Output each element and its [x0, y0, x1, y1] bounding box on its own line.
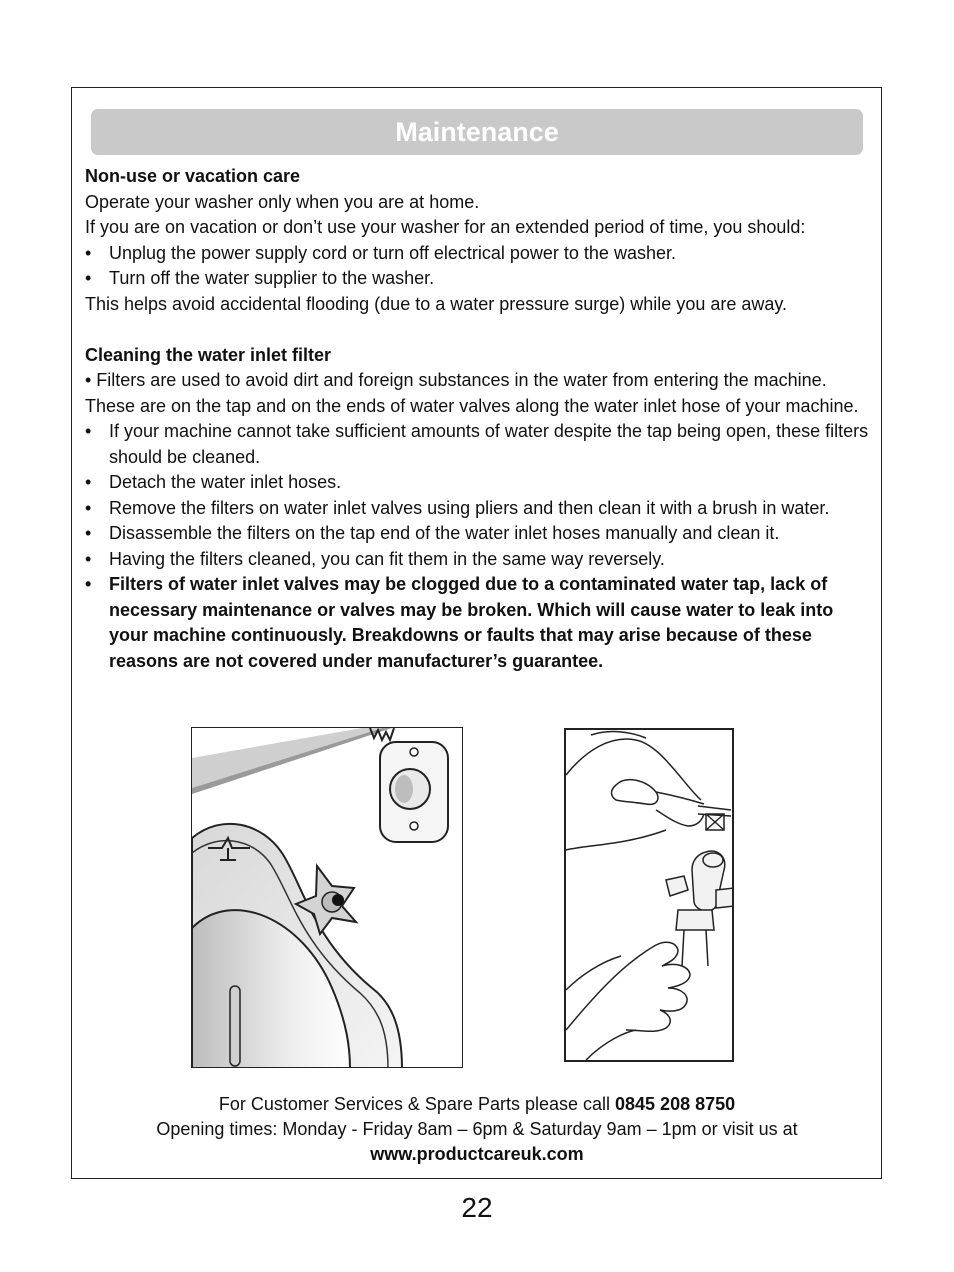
footer [72, 1092, 882, 1167]
list-item: • Unplug the power supply cord or turn off electrical power to the washer. [85, 242, 676, 263]
list-item: • Turn off the water supplier to the washer. [85, 268, 435, 288]
list-item: • Remove the filters on water inlet valves using pliers and then clean it with a brush in water. [85, 497, 830, 518]
vacation-closing: This helps avoid accidental flooding (due to a water pressure surge) while you are away. [85, 293, 788, 314]
filter-heading: Cleaning the water inlet filter [85, 344, 332, 365]
inlet-valve-illustration [191, 727, 463, 1068]
vacation-bullets [85, 241, 875, 292]
section-banner [91, 109, 863, 155]
filter-intro: • Filters are used to avoid dirt and foreign substances in the water from entering the machine. These are on the tap and on the ends of water valves along the water inlet hose of your machine. [85, 370, 859, 416]
vacation-line-1: Operate your washer only when you are at home. [85, 191, 480, 212]
footer-line-1 [72, 1092, 882, 1117]
phone-number: 0845 208 8750 [615, 1094, 736, 1114]
warning-item: • Filters of water inlet valves may be clogged due to a contaminated water tap, lack of necessary maintenance or valves may be broken. Which will cause water to leak into your machine continuously. Breakdowns or faults that may arise because of these reasons are not covered under manufacturer’s guarantee. [85, 574, 834, 671]
footer-opening-times: Opening times: Monday - Friday 8am – 6pm & Saturday 9am – 1pm or visit us at [156, 1119, 798, 1139]
list-item: • Disassemble the filters on the tap end of the water inlet hoses manually and clean it. [85, 523, 780, 543]
hands-filter-drawing [566, 730, 732, 1060]
filter-removal-illustration [564, 728, 734, 1062]
filter-bullets [85, 419, 875, 674]
list-item: • If your machine cannot take sufficient amounts of water despite the tap being open, these filters should be cleaned. [85, 421, 869, 467]
washer-back-drawing [192, 728, 463, 1068]
page-number: 22 [461, 1192, 493, 1223]
body-text [85, 164, 875, 674]
website-link[interactable]: www.productcareuk.com [370, 1144, 584, 1164]
vacation-line-2: If you are on vacation or don’t use your washer for an extended period of time, you should: [85, 217, 806, 237]
page-title: Maintenance [395, 117, 559, 147]
footer-call-text: For Customer Services & Spare Parts please call [218, 1094, 616, 1114]
list-item: • Having the filters cleaned, you can fit them in the same way reversely. [85, 548, 665, 569]
list-item: • Detach the water inlet hoses. [85, 472, 342, 492]
vacation-heading: Non-use or vacation care [85, 166, 301, 186]
